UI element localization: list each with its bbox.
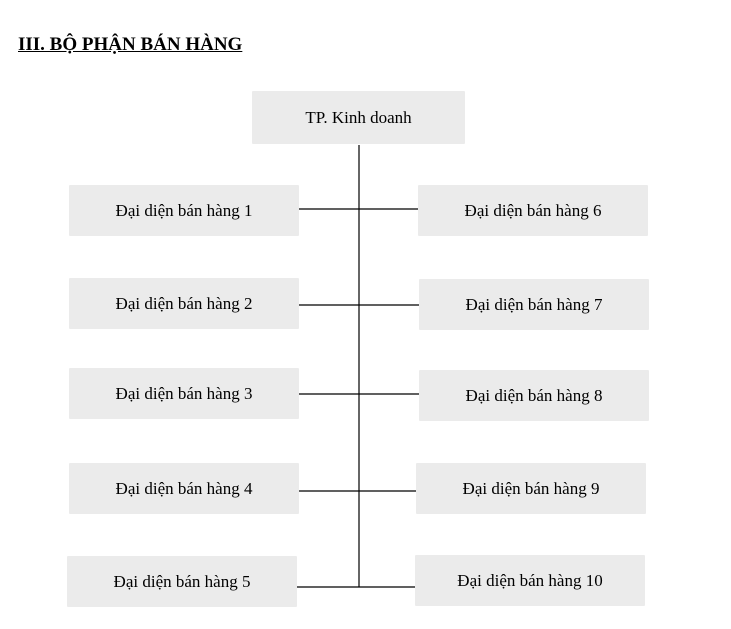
rep-box-label: Đại diện bán hàng 10 [457, 570, 603, 590]
rep-box-9 [416, 463, 646, 514]
section-title: III. BỘ PHẬN BÁN HÀNG [18, 34, 243, 55]
rep-box-label: Đại diện bán hàng 6 [464, 200, 602, 220]
rep-box-10 [415, 555, 645, 606]
rep-box-8 [419, 370, 649, 421]
rep-box-label: Đại diện bán hàng 1 [115, 200, 253, 220]
rep-box-3 [69, 368, 299, 419]
rep-box-2 [69, 278, 299, 329]
rep-box-label: Đại diện bán hàng 3 [115, 383, 253, 403]
head-box-sales-manager [252, 91, 465, 144]
rep-box-label: Đại diện bán hàng 9 [462, 478, 600, 498]
head-box-label: TP. Kinh doanh [305, 107, 412, 127]
rep-box-6 [418, 185, 648, 236]
rep-box-label: Đại diện bán hàng 2 [115, 293, 253, 313]
rep-box-label: Đại diện bán hàng 4 [115, 478, 253, 498]
rep-box-7 [419, 279, 649, 330]
rep-box-4 [69, 463, 299, 514]
rep-box-5 [67, 556, 297, 607]
rep-box-1 [69, 185, 299, 236]
rep-box-label: Đại diện bán hàng 5 [113, 571, 251, 591]
rep-box-label: Đại diện bán hàng 8 [465, 385, 603, 405]
rep-box-label: Đại diện bán hàng 7 [465, 294, 603, 314]
